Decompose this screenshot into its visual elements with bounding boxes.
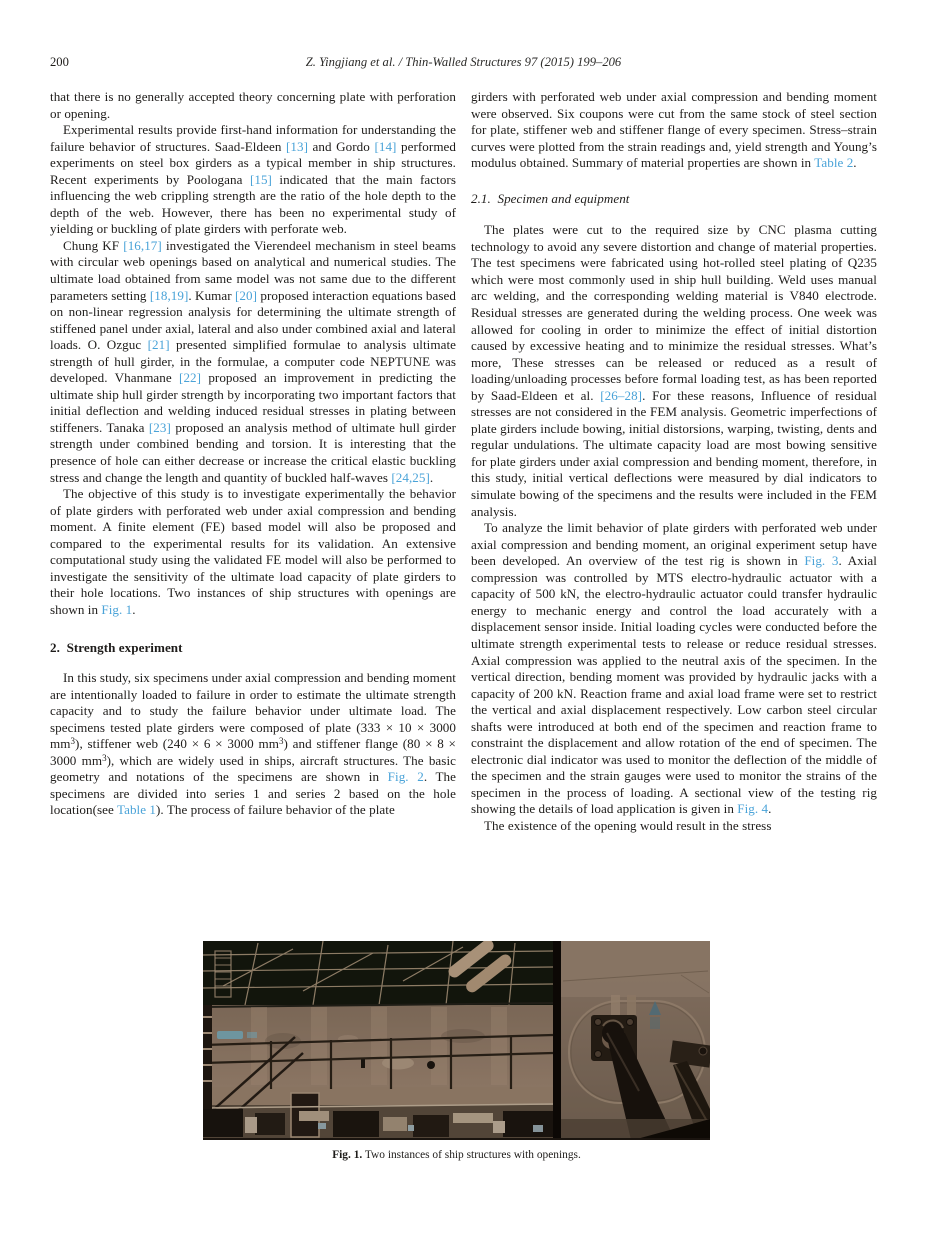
- text-run: girders with perforated web under axial compression and bending moment were observed. Six coupons were cut from the same stock of steel section for plate, stiffener web and stiffener flange of every specimen. Stress–strain curves were plotted from the strain readings and, yield strength and Young’s modulus obtained. Summary of material properties are shown in: [471, 89, 877, 171]
- text-run: proposed an improvement in predicting the ultimate ship hull girder strength by incorporating two important factors that initial deflection and welding induced residual stresses in plating between stiffeners. Tanaka: [50, 370, 456, 435]
- text-run: . For these reasons, Influence of residual stresses are not considered in the FEM analysis. Geometric imperfections of plate girders include bowing, initial distorsions, warping, twisting, dents and regular undulations. The ultimate capacity load are most bowing sensitive for plate girders under axial compression and bending moment, therefore, in this study, initial vertical deflections were measured by dial indicators to simulate bowing of the specimens and the results were included in the FEM analysis.: [471, 387, 877, 519]
- text-run: ), stiffener web (240 × 6 × 3000 mm: [75, 736, 279, 752]
- citation-link[interactable]: [22]: [179, 370, 202, 386]
- paragraph: [50, 670, 456, 819]
- text-run: and Gordo: [308, 138, 375, 154]
- paragraph: [50, 486, 456, 618]
- text-run: proposed an analysis method of ultimate hull girder strength under combined bending and torsion. It is interesting that the presence of hole can either decrease or increase the critical elastic buckling stress and change the length and quantity of buckled half-waves: [50, 419, 456, 485]
- text-run: .: [429, 469, 434, 485]
- citation-link[interactable]: [20]: [235, 287, 258, 303]
- paragraph: [471, 520, 877, 818]
- subsection-heading: 2.1. Specimen and equipment: [471, 190, 630, 206]
- figure1-photo: [203, 941, 710, 1140]
- text-run: The objective of this study is to investigate experimentally the behavior of plate girders with perforated web under axial compression and bending moment. A finite element (FE) based model will also be proposed and compared to the experimental results for its validation. An extensive computational study using the validated FE model will also be performed to investigate the sensitivity of the ultimate load capacity of plate girders to their hole locations. Two instances of ship structures with openings are shown in: [50, 486, 456, 617]
- text-run: performed experiments on steel box girders as a typical member in ship structures. Recent experiments by Poologana: [50, 138, 457, 187]
- citation-link[interactable]: Fig. 4: [737, 801, 769, 817]
- superscript: 3: [278, 736, 284, 747]
- citation-link[interactable]: [18,19]: [149, 287, 189, 303]
- figure1-caption-label: Fig. 1.: [332, 1149, 363, 1161]
- text-run: indicated that the main factors influencing the web crippling strength are the ratio of the hole depth to the depth of the web. However, there has been no experimental study of yielding or buckling of plate girders with perforate web.: [50, 171, 456, 237]
- figure-1: [203, 941, 710, 1161]
- left-column: [50, 89, 456, 819]
- page-number: 200: [50, 55, 69, 69]
- paragraph: [50, 89, 456, 122]
- text-run: Experimental results provide first-hand information for understanding the failure behavior of structures. Saad-Eldeen: [50, 122, 456, 154]
- citation-link[interactable]: Fig. 1: [101, 601, 133, 617]
- running-title: Z. Yingjiang et al. / Thin-Walled Structures 97 (2015) 199–206: [305, 55, 622, 69]
- superscript: 3: [102, 752, 107, 763]
- figure1-caption-text: Two instances of ship structures with openings.: [362, 1149, 581, 1161]
- text-run: ), which are widely used in ships, aircraft structures. The basic geometry and notations of the specimens are shown in: [50, 752, 456, 785]
- text-run: that there is no generally accepted theory concerning plate with perforation or opening.: [50, 89, 456, 121]
- text-run: . The specimens are divided into series 1 and series 2 based on the hole location(see: [50, 769, 456, 818]
- citation-link[interactable]: [14]: [374, 138, 397, 154]
- citation-link[interactable]: Table 2: [814, 155, 854, 171]
- paragraph: [471, 818, 877, 835]
- text-run: To analyze the limit behavior of plate girders with perforated web under axial compression and bending moment, an original experiment setup have been developed. An overview of the test rig is shown in: [471, 520, 877, 569]
- text-run: The plates were cut to the required size by CNC plasma cutting technology to avoid any severe distortion and change of material properties. The test specimens were fabricated using hot-rolled steel plating of Q235 which were most commonly used in ship hull building. Weld uses manual arc welding, and the corresponding welding material is V840 electrode. Residual stresses are generated during the welding process. One week was allowed for cooling in order to minimize the effect of initial distortion caused by excessive heating and to minimize the residual stresses. What’s more, These stresses can be released or reduced as a result of loading/unloading processes before formal loading test, as has been reported by Saad-Eldeen et al.: [471, 222, 877, 403]
- citation-link[interactable]: Table 1: [116, 802, 157, 818]
- text-run: .: [768, 801, 772, 817]
- text-run: . Axial compression was controlled by MTS electro-hydraulic actuator with a capacity of 500 kN, the electro-hydraulic actuator could transfer hydraulic energy to mechanic energy and control the load accurately with a displacement sensor inside. Initial loading cycles were conducted before the ultimate strength experimental tests to release or reduce residual stresses. Axial compression was applied to the neutral axis of the specimen. In the vertical direction, bending moment was provided by hydraulic jacks with a capacity of 200 kN. Reaction frame and axial load frame were set to restrict the vertical and axial displacement respectively. Low carbon steel circular shafts were introduced at both end of the specimen and reaction frame to constraint the displacement and allow rotation of the end of specimen. The electronic dial indicator was used to monitor the deflection of the middle of the specimen and the strain gauges were used to monitor the strains of the specimen in the process of loading. A sectional view of the testing rig showing the details of load application is given in: [471, 553, 877, 817]
- citation-link[interactable]: Fig. 2: [387, 769, 424, 785]
- text-run: ). The process of failure behavior of the plate: [156, 802, 395, 818]
- citation-link[interactable]: [23]: [148, 419, 171, 435]
- figure1-caption: [203, 1149, 710, 1161]
- text-run: . Kumar: [188, 287, 236, 303]
- text-run: presented simplified formulae to analysis ultimate strength of hull girder, in the formulae, a computer code NEPTUNE was developed. Vhanmane: [50, 337, 456, 386]
- right-column: [471, 89, 877, 835]
- citation-link[interactable]: [15]: [249, 171, 272, 187]
- paragraph: [50, 122, 456, 238]
- text-run: .: [853, 155, 857, 171]
- text-run: ) and stiffener flange (80 × 8 × 3000 mm: [50, 736, 456, 768]
- citation-link[interactable]: [26–28]: [600, 387, 643, 403]
- journal-header: [50, 55, 877, 70]
- paragraph: [50, 238, 456, 486]
- citation-link[interactable]: Fig. 3: [804, 553, 839, 569]
- citation-link[interactable]: [24,25]: [391, 469, 430, 485]
- text-run: The existence of the opening would result in the stress: [484, 817, 772, 833]
- text-run: In this study, six specimens under axial compression and bending moment are intentionally loaded to failure in order to estimate the ultimate strength capacity and to study the failure behavior under ultimate load. The specimens tested plate girders were composed of plate (333 × 10 × 3000 mm: [50, 670, 456, 752]
- citation-link[interactable]: [16,17]: [123, 237, 162, 253]
- section-heading: 2. Strength experiment: [50, 639, 183, 655]
- text-run: .: [132, 601, 136, 617]
- citation-link[interactable]: [13]: [285, 138, 308, 154]
- superscript: 3: [70, 736, 76, 747]
- text-run: Chung KF: [63, 237, 124, 253]
- text-run: investigated the Vierendeel mechanism in steel beams with circular web openings based on analytical and numerical studies. The ultimate load obtained from same model was not same due to the different parameters setting: [50, 237, 457, 303]
- paragraph: [471, 89, 877, 172]
- citation-link[interactable]: [21]: [147, 337, 170, 353]
- text-run: proposed interaction equations based on non-linear regression analysis for determining the ultimate strength of stiffened panel under axial, lateral and also under combined axial and lateral loads. O. Ozguc: [50, 287, 456, 353]
- paragraph: [471, 222, 877, 520]
